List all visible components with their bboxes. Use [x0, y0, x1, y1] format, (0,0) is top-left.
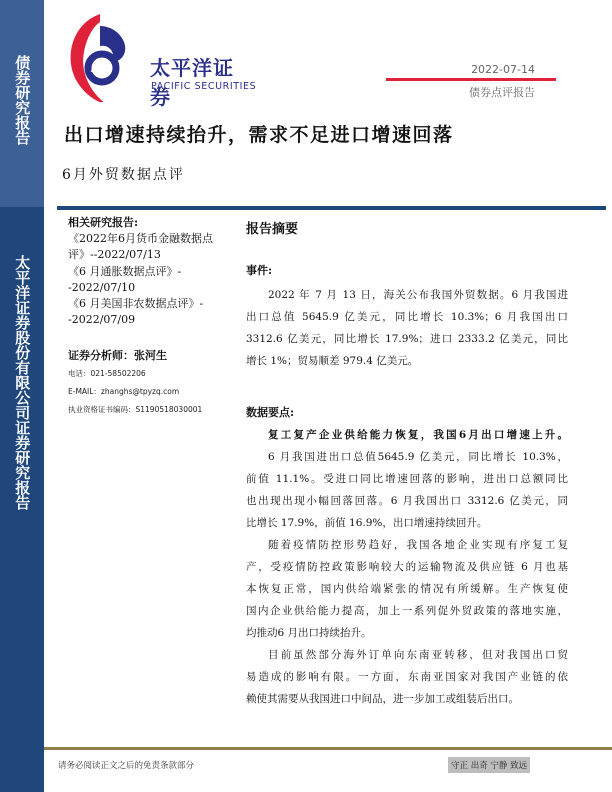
text-line: 3312.6 亿美元，同比增长 17.9%；进口 2333.2 亿美元，同比 [246, 333, 568, 345]
sidebar-bottom-label: 太平洋证券股份有限公司证券研究报告 [13, 255, 32, 510]
analyst-phone: 电话：021-58502206 [68, 368, 146, 378]
logo-en: PACIFIC SECURITIES [151, 81, 257, 92]
text-line: 赖使其需要从我国进口中间品，进一步加工或组装后出口。 [246, 693, 519, 705]
points-title: 数据要点: [246, 406, 295, 419]
related-report-link[interactable]: 《6 月通胀数据点评》--2022/07/10 [68, 264, 182, 294]
left-column [68, 215, 228, 419]
analyst-email[interactable]: E-MAIL：zhanghs@tpyzq.com [68, 386, 180, 396]
report-summary [246, 218, 568, 710]
summary-title: 报告摘要 [246, 222, 299, 237]
text-line: 产，受疫情防控政策影响较大的运输物流及供应链 6 月也基 [246, 561, 568, 573]
header-divider [386, 78, 556, 81]
section-divider [57, 206, 606, 210]
text-line: 本恢复正常，国内供给端紧张的情况有所缓解。生产恢复使 [246, 583, 568, 595]
footer-divider [44, 747, 612, 750]
text-line: 增长 1%；贸易顺差 979.4 亿美元。 [246, 355, 419, 367]
sidebar-top-label: 债券研究报告 [13, 55, 32, 145]
analyst-cert: 执业资格证书编码：S1190518030001 [68, 404, 203, 414]
page-subtitle: 6月外贸数据点评 [62, 167, 185, 183]
related-report-link[interactable]: 《2022年6月货币金融数据点评》--2022/07/13 [68, 232, 213, 262]
related-report-link[interactable]: 《6 月美国非农数据点评》--2022/07/09 [68, 297, 204, 327]
text-line: 6 月我国进出口总值5645.9 亿美元，同比增长 10.3%， [268, 451, 568, 463]
text-line: 比增长 17.9%，前值 16.9%，出口增速持续回升。 [246, 517, 488, 529]
related-reports-title: 相关研究报告: [68, 216, 139, 229]
text-line: 前值 11.1%。受进口同比增速回落的影响，进出口总额同比 [246, 473, 568, 485]
footer-disclaimer: 请务必阅读正文之后的免责条款部分 [58, 761, 195, 771]
page-title: 出口增速持续抬升，需求不足进口增速回落 [64, 124, 454, 146]
text-line: 国内企业供给能力提高，加上一系列促外贸政策的落地实施， [246, 605, 568, 617]
event-title: 事件: [246, 264, 273, 277]
analyst-name: 证券分析师：张河生 [68, 349, 167, 363]
point-heading: 复工复产企业供给能力恢复，我国6月出口增速上升。 [268, 429, 568, 441]
logo-mark-icon [62, 12, 152, 102]
text-line: 也出现出现小幅回落回落。6 月我国出口 3312.6 亿美元，同 [246, 495, 568, 507]
text-line: 随着疫情防控形势趋好，我国各地企业实现有序复工复 [268, 539, 568, 551]
report-type: 债券点评报告 [469, 86, 535, 99]
logo-cn: 太平洋证券 [150, 56, 234, 109]
text-line: 2022 年 7 月 13 日，海关公布我国外贸数据。6 月我国进 [268, 289, 568, 301]
text-line: 目前虽然部分海外订单向东南亚转移，但对我国出口贸 [268, 649, 568, 661]
report-date: 2022-07-14 [471, 63, 535, 76]
text-line: 出口总值 5645.9 亿美元，同比增长 10.3%；6 月我国出口 [246, 311, 568, 323]
footer-motto: 守正 出奇 宁静 致远 [448, 757, 530, 773]
company-logo [62, 12, 257, 109]
text-line: 均推动6 月出口持续抬升。 [246, 627, 372, 639]
text-line: 易造成的影响有限。一方面，东南亚国家对我国产业链的依 [246, 671, 568, 683]
